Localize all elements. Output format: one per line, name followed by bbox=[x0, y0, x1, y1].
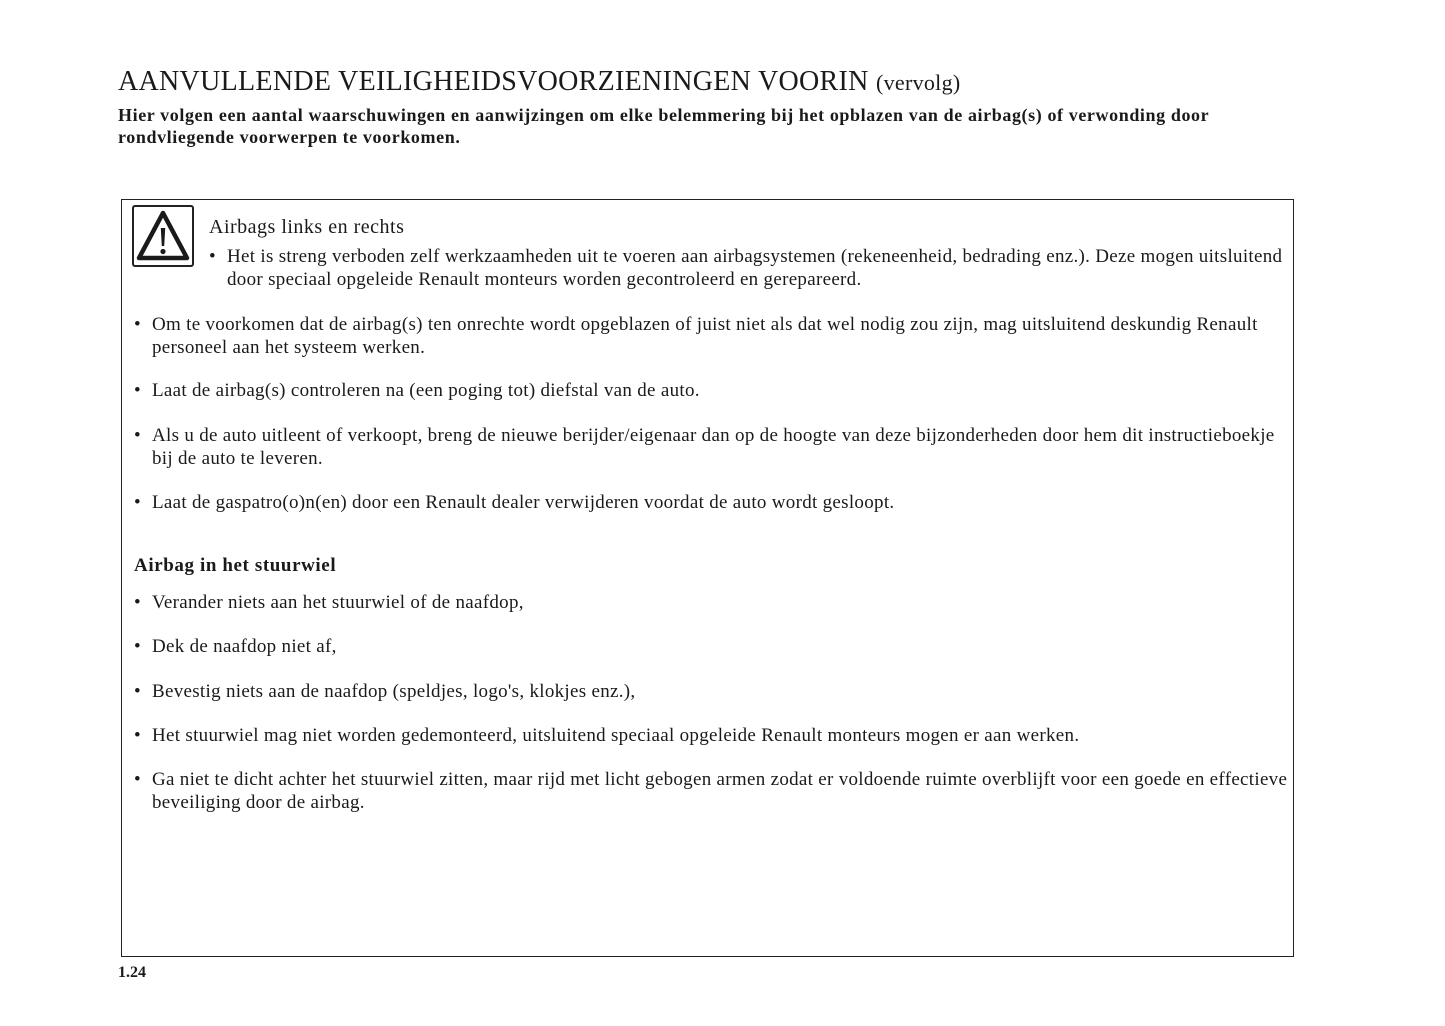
list-item: • Verander niets aan het stuurwiel of de naafdop, bbox=[134, 592, 524, 613]
list-item: • Het stuurwiel mag niet worden gedemonteerd, uitsluitend speciaal opgeleide Renault monteurs mogen er aan werken. bbox=[134, 725, 1080, 746]
steering-airbag-heading: Airbag in het stuurwiel bbox=[134, 555, 337, 576]
page-number: 1.24 bbox=[118, 964, 146, 981]
intro-paragraph: Hier volgen een aantal waarschuwingen en aanwijzingen om elke belemmering bij het opblazen van de airbag(s) of verwonding door rondvliegende voorwerpen te voorkomen. bbox=[118, 105, 1209, 147]
list-item: • Dek de naafdop niet af, bbox=[134, 636, 337, 657]
bullet-icon: • bbox=[209, 246, 216, 267]
list-item: • Om te voorkomen dat de airbag(s) ten onrechte wordt opgeblazen of juist niet als dat wel nodig zou zijn, mag uitsluitend deskundig Renault personeel aan het systeem werken. bbox=[134, 314, 1258, 358]
bullet-icon: • bbox=[134, 725, 141, 746]
page-title bbox=[118, 66, 961, 98]
bullet-icon: • bbox=[134, 769, 141, 790]
page-title-main: AANVULLENDE VEILIGHEIDSVOORZIENINGEN VOORIN bbox=[118, 66, 869, 97]
page-title-suffix: (vervolg) bbox=[875, 70, 961, 95]
bullet-icon: • bbox=[134, 681, 141, 702]
list-item: • Laat de gaspatro(o)n(en) door een Renault dealer verwijderen voordat de auto wordt gesloopt. bbox=[134, 492, 895, 513]
warning-list-item: • Het is streng verboden zelf werkzaamheden uit te voeren aan airbagsystemen (rekeneenheid, bedrading enz.). Deze mogen uitsluitend door speciaal opgeleide Renault monteurs worden gecontroleerd en gerepareerd. bbox=[209, 246, 1283, 290]
airbags-side-heading: Airbags links en rechts bbox=[209, 216, 405, 238]
bullet-icon: • bbox=[134, 314, 141, 335]
bullet-icon: • bbox=[134, 425, 141, 446]
list-item: • Bevestig niets aan de naafdop (speldjes, logo's, klokjes enz.), bbox=[134, 681, 636, 702]
bullet-icon: • bbox=[134, 636, 141, 657]
list-item: • Laat de airbag(s) controleren na (een poging tot) diefstal van de auto. bbox=[134, 380, 700, 401]
warning-triangle-icon bbox=[132, 205, 194, 267]
bullet-icon: • bbox=[134, 492, 141, 513]
bullet-icon: • bbox=[134, 380, 141, 401]
list-item: • Als u de auto uitleent of verkoopt, breng de nieuwe berijder/eigenaar dan op de hoogte van deze bijzonderheden door hem dit instructieboekje bij de auto te leveren. bbox=[134, 425, 1275, 469]
list-item: • Ga niet te dicht achter het stuurwiel zitten, maar rijd met licht gebogen armen zodat er voldoende ruimte overblijft voor een goede en effectieve beveiliging door de airbag. bbox=[134, 769, 1288, 813]
bullet-icon: • bbox=[134, 592, 141, 613]
